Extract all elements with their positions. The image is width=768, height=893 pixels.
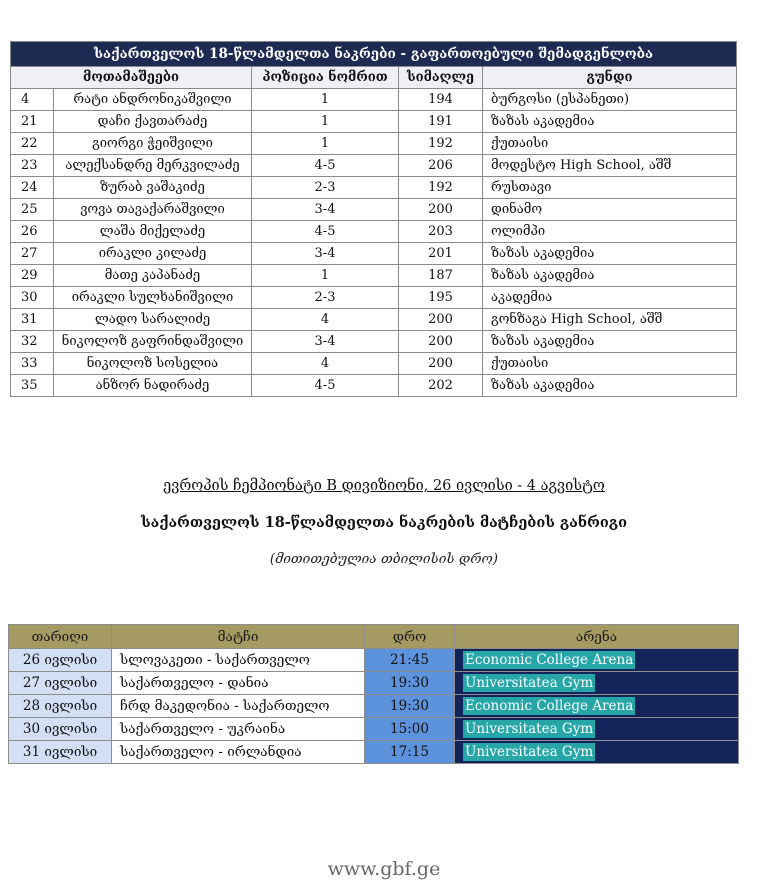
player-club: ბურგოსი (ესპანეთი): [483, 89, 737, 111]
championship-heading: ევროპის ჩემპიონატი B დივიზიონი, 26 ივლისი - 4 აგვისტო: [163, 478, 605, 494]
player-height: 201: [399, 243, 483, 265]
match-date: 27 ივლისი: [9, 672, 112, 695]
schedule-title: საქართველოს 18-წლამდელთა ნაკრების მატჩების განრიგი: [141, 514, 627, 531]
schedule-header-row: [9, 625, 739, 649]
schedule-row: [9, 672, 739, 695]
player-height: 192: [399, 133, 483, 155]
player-name: მათე კაპანაძე: [54, 265, 252, 287]
roster-row: [11, 353, 737, 375]
match-time: 21:45: [365, 649, 455, 672]
player-height: 203: [399, 221, 483, 243]
schedule-row: [9, 649, 739, 672]
header-height: სიმაღლე: [399, 67, 483, 89]
player-name: ალექსანდრე მერკვილაძე: [54, 155, 252, 177]
player-name: გიორგი ჭეიშვილი: [54, 133, 252, 155]
player-name: დაჩი ქავთარაძე: [54, 111, 252, 133]
match-arena: Universitatea Gym: [465, 721, 594, 737]
player-club: ქუთაისი: [483, 133, 737, 155]
roster-row: [11, 243, 737, 265]
player-name: ნიკოლოზ სოსელია: [54, 353, 252, 375]
player-club: აკადემია: [483, 287, 737, 309]
player-height: 200: [399, 331, 483, 353]
player-number: 35: [11, 375, 54, 397]
roster-row: [11, 177, 737, 199]
player-club: ზაზას აკადემია: [483, 111, 737, 133]
match-arena: Economic College Arena: [465, 652, 634, 668]
player-club: დინამო: [483, 199, 737, 221]
roster-row: [11, 133, 737, 155]
player-height: 192: [399, 177, 483, 199]
player-height: 206: [399, 155, 483, 177]
match-teams: საქართველო - ირლანდია: [112, 741, 365, 764]
match-teams: სლოვაკეთი - საქართველო: [112, 649, 365, 672]
match-time: 17:15: [365, 741, 455, 764]
player-height: 200: [399, 199, 483, 221]
roster-title-row: [11, 42, 737, 67]
match-teams: საქართველო - დანია: [112, 672, 365, 695]
player-position: 3-4: [252, 199, 399, 221]
match-arena: Universitatea Gym: [465, 675, 594, 691]
match-arena: Economic College Arena: [465, 698, 634, 714]
player-height: 194: [399, 89, 483, 111]
roster-row: [11, 265, 737, 287]
player-club: ოლიმპი: [483, 221, 737, 243]
header-arena: არენა: [455, 625, 739, 649]
schedule-table: [8, 624, 739, 764]
player-height: 200: [399, 309, 483, 331]
player-position: 4-5: [252, 221, 399, 243]
player-position: 1: [252, 265, 399, 287]
match-time: 19:30: [365, 672, 455, 695]
roster-row: [11, 155, 737, 177]
player-height: 195: [399, 287, 483, 309]
player-number: 32: [11, 331, 54, 353]
player-position: 3-4: [252, 331, 399, 353]
match-arena-cell: [455, 649, 739, 672]
match-arena-cell: [455, 718, 739, 741]
schedule-row: [9, 718, 739, 741]
player-club: გონზაგა High School, აშშ: [483, 309, 737, 331]
player-position: 1: [252, 133, 399, 155]
player-position: 1: [252, 111, 399, 133]
header-club: გუნდი: [483, 67, 737, 89]
roster-row: [11, 89, 737, 111]
player-name: ირაკლი სულხანიშვილი: [54, 287, 252, 309]
roster-row: [11, 199, 737, 221]
player-number: 33: [11, 353, 54, 375]
player-name: ირაკლი კილაძე: [54, 243, 252, 265]
roster-row: [11, 309, 737, 331]
player-name: ლაშა მიქელაძე: [54, 221, 252, 243]
header-time: დრო: [365, 625, 455, 649]
player-number: 25: [11, 199, 54, 221]
player-name: რატი ანდრონიკაშვილი: [54, 89, 252, 111]
player-name: ანზორ ნადირაძე: [54, 375, 252, 397]
match-time: 19:30: [365, 695, 455, 718]
match-teams: საქართველო - უკრაინა: [112, 718, 365, 741]
timezone-note: (მითითებულია თბილისის დრო): [269, 551, 499, 567]
header-date: თარიღი: [9, 625, 112, 649]
roster-row: [11, 375, 737, 397]
header-position: პოზიცია ნომრით: [252, 67, 399, 89]
roster-table: [10, 41, 737, 397]
schedule-row: [9, 695, 739, 718]
header-match: მატჩი: [112, 625, 365, 649]
match-date: 26 ივლისი: [9, 649, 112, 672]
roster-title: საქართველოს 18-წლამდელთა ნაკრები - გაფართოებული შემადგენლობა: [11, 42, 737, 67]
match-teams: ჩრდ მაკედონია - საქართელო: [112, 695, 365, 718]
roster-row: [11, 221, 737, 243]
player-position: 2-3: [252, 177, 399, 199]
match-arena-cell: [455, 672, 739, 695]
player-position: 4: [252, 353, 399, 375]
player-position: 4: [252, 309, 399, 331]
player-position: 4-5: [252, 155, 399, 177]
player-height: 202: [399, 375, 483, 397]
player-position: 2-3: [252, 287, 399, 309]
player-number: 23: [11, 155, 54, 177]
player-name: ზურაბ ვაშაკიძე: [54, 177, 252, 199]
player-number: 26: [11, 221, 54, 243]
match-arena-cell: [455, 741, 739, 764]
match-time: 15:00: [365, 718, 455, 741]
player-club: ზაზას აკადემია: [483, 375, 737, 397]
player-number: 21: [11, 111, 54, 133]
footer-url[interactable]: www.gbf.ge: [327, 858, 441, 880]
roster-header-row: [11, 67, 737, 89]
player-club: ზაზას აკადემია: [483, 243, 737, 265]
player-number: 24: [11, 177, 54, 199]
roster-row: [11, 111, 737, 133]
player-club: მოდესტო High School, აშშ: [483, 155, 737, 177]
player-number: 27: [11, 243, 54, 265]
player-number: 30: [11, 287, 54, 309]
player-club: რუსთავი: [483, 177, 737, 199]
player-number: 4: [11, 89, 54, 111]
match-date: 28 ივლისი: [9, 695, 112, 718]
match-arena: Universitatea Gym: [465, 744, 594, 760]
roster-row: [11, 287, 737, 309]
player-position: 4-5: [252, 375, 399, 397]
player-name: ვოვა თავაქარაშვილი: [54, 199, 252, 221]
schedule-row: [9, 741, 739, 764]
player-club: ზაზას აკადემია: [483, 265, 737, 287]
player-number: 29: [11, 265, 54, 287]
match-date: 31 ივლისი: [9, 741, 112, 764]
player-height: 187: [399, 265, 483, 287]
player-position: 3-4: [252, 243, 399, 265]
player-name: ლადო სარალიძე: [54, 309, 252, 331]
header-player: მოთამაშეები: [11, 67, 252, 89]
match-arena-cell: [455, 695, 739, 718]
match-date: 30 ივლისი: [9, 718, 112, 741]
player-number: 31: [11, 309, 54, 331]
player-height: 191: [399, 111, 483, 133]
player-club: ზაზას აკადემია: [483, 331, 737, 353]
player-club: ქუთაისი: [483, 353, 737, 375]
player-height: 200: [399, 353, 483, 375]
player-number: 22: [11, 133, 54, 155]
roster-row: [11, 331, 737, 353]
player-name: ნიკოლოზ გაფრინდაშვილი: [54, 331, 252, 353]
player-position: 1: [252, 89, 399, 111]
